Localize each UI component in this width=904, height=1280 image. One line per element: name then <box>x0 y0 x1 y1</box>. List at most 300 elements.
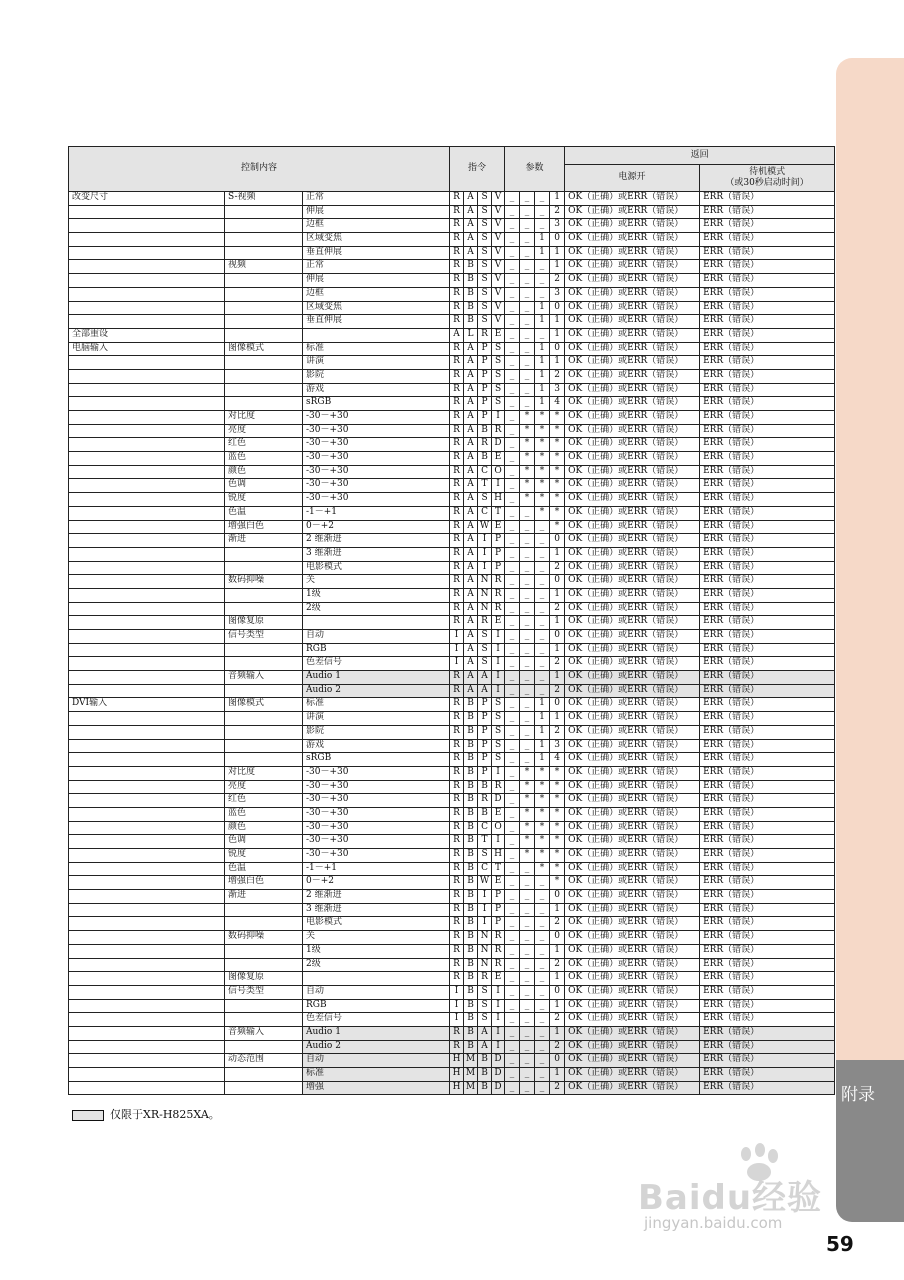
param-char-cell: _ <box>520 575 535 589</box>
command-char-cell: B <box>464 849 478 863</box>
category-cell <box>69 643 225 657</box>
item-cell <box>225 657 303 671</box>
category-cell <box>69 534 225 548</box>
setting-cell: 2级 <box>303 602 450 616</box>
command-char-cell: I <box>478 903 492 917</box>
category-cell <box>69 862 225 876</box>
category-cell: 全部重设 <box>69 328 225 342</box>
item-cell <box>225 315 303 329</box>
command-char-cell: A <box>464 233 478 247</box>
param-char-cell: * <box>520 479 535 493</box>
item-cell <box>225 739 303 753</box>
command-char-cell: A <box>464 506 478 520</box>
param-char-cell: _ <box>520 958 535 972</box>
table-row <box>69 452 835 466</box>
param-char-cell: _ <box>535 643 550 657</box>
command-char-cell: R <box>450 534 464 548</box>
param-char-cell: _ <box>505 356 520 370</box>
command-char-cell: N <box>478 602 492 616</box>
category-cell <box>69 493 225 507</box>
command-char-cell: R <box>450 369 464 383</box>
table-row <box>69 1054 835 1068</box>
param-char-cell: _ <box>520 192 535 206</box>
return-power-on-cell: OK（正确）或ERR（错误） <box>565 233 700 247</box>
table-row <box>69 575 835 589</box>
param-char-cell: * <box>520 807 535 821</box>
command-char-cell: P <box>478 383 492 397</box>
param-char-cell: * <box>535 465 550 479</box>
command-char-cell: A <box>464 493 478 507</box>
return-power-on-cell: OK（正确）或ERR（错误） <box>565 1013 700 1027</box>
command-char-cell: P <box>478 698 492 712</box>
param-char-cell: _ <box>505 219 520 233</box>
setting-cell: 1级 <box>303 944 450 958</box>
return-power-on-cell: OK（正确）或ERR（错误） <box>565 369 700 383</box>
command-char-cell: A <box>464 452 478 466</box>
param-char-cell: * <box>550 411 565 425</box>
return-standby-cell: ERR（错误） <box>700 205 835 219</box>
header-standby <box>700 165 835 192</box>
param-char-cell: _ <box>505 369 520 383</box>
param-char-cell: _ <box>535 1054 550 1068</box>
command-char-cell: R <box>450 794 464 808</box>
param-char-cell: 1 <box>550 1026 565 1040</box>
item-cell: 蓝色 <box>225 807 303 821</box>
command-char-cell: I <box>478 917 492 931</box>
command-char-cell: D <box>492 794 505 808</box>
table-row <box>69 753 835 767</box>
category-cell <box>69 602 225 616</box>
setting-cell: 边框 <box>303 287 450 301</box>
param-char-cell: _ <box>505 588 520 602</box>
param-char-cell: _ <box>535 1013 550 1027</box>
return-standby-cell: ERR（错误） <box>700 1013 835 1027</box>
table-row <box>69 383 835 397</box>
return-power-on-cell: OK（正确）或ERR（错误） <box>565 780 700 794</box>
item-cell: 红色 <box>225 794 303 808</box>
category-cell <box>69 205 225 219</box>
param-char-cell: 1 <box>535 342 550 356</box>
return-standby-cell: ERR（错误） <box>700 452 835 466</box>
setting-cell <box>303 616 450 630</box>
setting-cell: 0－+2 <box>303 520 450 534</box>
param-char-cell: _ <box>535 931 550 945</box>
command-char-cell: P <box>492 917 505 931</box>
param-char-cell: * <box>550 438 565 452</box>
command-char-cell: R <box>450 972 464 986</box>
return-power-on-cell: OK（正确）或ERR（错误） <box>565 985 700 999</box>
command-char-cell: B <box>478 780 492 794</box>
return-standby-cell: ERR（错误） <box>700 260 835 274</box>
setting-cell: 电影模式 <box>303 917 450 931</box>
item-cell: 增强白色 <box>225 876 303 890</box>
command-char-cell: M <box>464 1081 478 1095</box>
return-standby-cell: ERR（错误） <box>700 985 835 999</box>
param-char-cell: _ <box>505 917 520 931</box>
item-cell: 音频输入 <box>225 1026 303 1040</box>
return-standby-cell: ERR（错误） <box>700 657 835 671</box>
return-standby-cell: ERR（错误） <box>700 835 835 849</box>
item-cell <box>225 301 303 315</box>
table-row <box>69 356 835 370</box>
param-char-cell: _ <box>520 999 535 1013</box>
param-char-cell: _ <box>535 671 550 685</box>
command-char-cell: P <box>478 725 492 739</box>
setting-cell: Audio 1 <box>303 1026 450 1040</box>
setting-cell: 2 维渐进 <box>303 890 450 904</box>
command-char-cell: B <box>464 766 478 780</box>
command-char-cell: R <box>492 424 505 438</box>
command-char-cell: B <box>478 424 492 438</box>
category-cell <box>69 424 225 438</box>
command-char-cell: R <box>450 479 464 493</box>
item-cell: 颜色 <box>225 821 303 835</box>
command-char-cell: N <box>478 588 492 602</box>
return-power-on-cell: OK（正确）或ERR（错误） <box>565 739 700 753</box>
item-cell <box>225 547 303 561</box>
command-char-cell: P <box>478 411 492 425</box>
param-char-cell: * <box>535 780 550 794</box>
item-cell <box>225 684 303 698</box>
command-char-cell: R <box>450 1040 464 1054</box>
table-row <box>69 479 835 493</box>
param-char-cell: _ <box>505 616 520 630</box>
return-power-on-cell: OK（正确）或ERR（错误） <box>565 1081 700 1095</box>
category-cell <box>69 616 225 630</box>
setting-cell: 2 维渐进 <box>303 534 450 548</box>
item-cell: 对比度 <box>225 411 303 425</box>
table-row <box>69 205 835 219</box>
section-tab-background <box>836 58 904 1060</box>
category-cell: 改变尺寸 <box>69 192 225 206</box>
param-char-cell: 1 <box>535 369 550 383</box>
param-char-cell: * <box>535 411 550 425</box>
category-cell <box>69 1040 225 1054</box>
param-char-cell: * <box>520 835 535 849</box>
command-char-cell: R <box>450 260 464 274</box>
return-standby-cell: ERR（错误） <box>700 807 835 821</box>
table-row <box>69 712 835 726</box>
return-standby-cell: ERR（错误） <box>700 383 835 397</box>
item-cell: 对比度 <box>225 766 303 780</box>
return-power-on-cell: OK（正确）或ERR（错误） <box>565 835 700 849</box>
item-cell <box>225 383 303 397</box>
category-cell <box>69 876 225 890</box>
return-standby-cell: ERR（错误） <box>700 438 835 452</box>
param-char-cell: * <box>550 493 565 507</box>
command-char-cell: R <box>450 725 464 739</box>
command-char-cell: B <box>464 753 478 767</box>
table-row <box>69 547 835 561</box>
param-char-cell: 2 <box>550 602 565 616</box>
param-char-cell: _ <box>505 849 520 863</box>
command-char-cell: B <box>464 931 478 945</box>
item-cell: 渐进 <box>225 534 303 548</box>
setting-cell: 伸展 <box>303 205 450 219</box>
command-char-cell: S <box>478 246 492 260</box>
return-standby-cell: ERR（错误） <box>700 479 835 493</box>
return-standby-cell: ERR（错误） <box>700 342 835 356</box>
command-char-cell: B <box>464 287 478 301</box>
table-row <box>69 725 835 739</box>
param-char-cell: _ <box>505 397 520 411</box>
param-char-cell: _ <box>520 233 535 247</box>
param-char-cell: 1 <box>550 260 565 274</box>
command-char-cell: I <box>492 835 505 849</box>
param-char-cell: _ <box>505 534 520 548</box>
param-char-cell: _ <box>520 972 535 986</box>
command-char-cell: H <box>450 1068 464 1082</box>
command-char-cell: R <box>450 807 464 821</box>
setting-cell: sRGB <box>303 397 450 411</box>
param-char-cell: _ <box>505 1026 520 1040</box>
command-char-cell: I <box>492 999 505 1013</box>
param-char-cell: * <box>535 766 550 780</box>
param-char-cell: 2 <box>550 205 565 219</box>
table-row <box>69 438 835 452</box>
param-char-cell: 0 <box>550 985 565 999</box>
command-char-cell: I <box>492 985 505 999</box>
category-cell <box>69 274 225 288</box>
command-char-cell: V <box>492 192 505 206</box>
command-char-cell: S <box>492 369 505 383</box>
return-power-on-cell: OK（正确）或ERR（错误） <box>565 671 700 685</box>
command-char-cell: D <box>492 438 505 452</box>
command-char-cell: E <box>492 452 505 466</box>
return-standby-cell: ERR（错误） <box>700 712 835 726</box>
table-row <box>69 602 835 616</box>
param-char-cell: _ <box>505 383 520 397</box>
category-cell <box>69 890 225 904</box>
command-char-cell: A <box>478 1026 492 1040</box>
param-char-cell: _ <box>535 561 550 575</box>
command-char-cell: R <box>450 219 464 233</box>
command-char-cell: A <box>478 1040 492 1054</box>
command-char-cell: A <box>464 383 478 397</box>
table-row <box>69 917 835 931</box>
return-power-on-cell: OK（正确）或ERR（错误） <box>565 520 700 534</box>
param-char-cell: _ <box>520 1068 535 1082</box>
command-char-cell: B <box>464 301 478 315</box>
command-char-cell: S <box>478 260 492 274</box>
setting-cell: 色差信号 <box>303 1013 450 1027</box>
return-power-on-cell: OK（正确）或ERR（错误） <box>565 1026 700 1040</box>
param-char-cell: _ <box>520 739 535 753</box>
command-char-cell: E <box>492 616 505 630</box>
command-char-cell: T <box>478 479 492 493</box>
param-char-cell: _ <box>535 876 550 890</box>
legend-swatch <box>72 1110 104 1121</box>
command-char-cell: A <box>464 369 478 383</box>
table-row <box>69 876 835 890</box>
category-cell <box>69 657 225 671</box>
table-row <box>69 301 835 315</box>
item-cell <box>225 328 303 342</box>
param-char-cell: _ <box>520 876 535 890</box>
command-char-cell: V <box>492 205 505 219</box>
return-power-on-cell: OK（正确）或ERR（错误） <box>565 753 700 767</box>
param-char-cell: _ <box>505 862 520 876</box>
item-cell <box>225 397 303 411</box>
param-char-cell: * <box>550 794 565 808</box>
command-char-cell: S <box>478 985 492 999</box>
command-char-cell: E <box>492 876 505 890</box>
return-standby-cell: ERR（错误） <box>700 356 835 370</box>
category-cell <box>69 1068 225 1082</box>
command-char-cell: H <box>492 493 505 507</box>
command-char-cell: P <box>478 356 492 370</box>
setting-cell: -1－+1 <box>303 506 450 520</box>
param-char-cell: _ <box>505 766 520 780</box>
table-row <box>69 588 835 602</box>
param-char-cell: _ <box>505 246 520 260</box>
param-char-cell: _ <box>505 260 520 274</box>
item-cell <box>225 1040 303 1054</box>
command-char-cell: I <box>478 890 492 904</box>
command-char-cell: S <box>478 849 492 863</box>
category-cell <box>69 903 225 917</box>
category-cell <box>69 369 225 383</box>
command-char-cell: I <box>492 657 505 671</box>
command-char-cell: P <box>492 890 505 904</box>
return-standby-cell: ERR（错误） <box>700 931 835 945</box>
command-char-cell: E <box>492 807 505 821</box>
return-power-on-cell: OK（正确）或ERR（错误） <box>565 862 700 876</box>
category-cell <box>69 547 225 561</box>
command-char-cell: B <box>464 862 478 876</box>
param-char-cell: _ <box>520 397 535 411</box>
item-cell: 蓝色 <box>225 452 303 466</box>
category-cell <box>69 821 225 835</box>
command-char-cell: B <box>464 780 478 794</box>
command-char-cell: B <box>464 739 478 753</box>
return-power-on-cell: OK（正确）或ERR（错误） <box>565 643 700 657</box>
setting-cell: Audio 2 <box>303 1040 450 1054</box>
setting-cell: -30－+30 <box>303 766 450 780</box>
command-char-cell: R <box>450 287 464 301</box>
table-row <box>69 944 835 958</box>
command-char-cell: B <box>464 890 478 904</box>
param-char-cell: * <box>550 479 565 493</box>
param-char-cell: _ <box>505 903 520 917</box>
param-char-cell: * <box>550 452 565 466</box>
param-char-cell: 2 <box>550 917 565 931</box>
param-char-cell: * <box>550 780 565 794</box>
table-row <box>69 465 835 479</box>
param-char-cell: _ <box>520 561 535 575</box>
param-char-cell: _ <box>520 301 535 315</box>
param-char-cell: _ <box>520 725 535 739</box>
param-char-cell: _ <box>520 753 535 767</box>
param-char-cell: * <box>550 807 565 821</box>
table-row <box>69 684 835 698</box>
param-char-cell: 1 <box>535 712 550 726</box>
param-char-cell: 1 <box>550 547 565 561</box>
category-cell <box>69 479 225 493</box>
return-standby-cell: ERR（错误） <box>700 328 835 342</box>
param-char-cell: _ <box>505 274 520 288</box>
param-char-cell: * <box>550 876 565 890</box>
command-char-cell: R <box>450 835 464 849</box>
setting-cell: -30－+30 <box>303 780 450 794</box>
category-cell <box>69 794 225 808</box>
command-char-cell: R <box>450 424 464 438</box>
command-char-cell: B <box>464 999 478 1013</box>
return-power-on-cell: OK（正确）或ERR（错误） <box>565 301 700 315</box>
command-char-cell: S <box>478 192 492 206</box>
param-char-cell: * <box>550 821 565 835</box>
item-cell <box>225 958 303 972</box>
param-char-cell: 0 <box>550 698 565 712</box>
command-char-cell: R <box>450 301 464 315</box>
command-char-cell: B <box>464 274 478 288</box>
table-row <box>69 561 835 575</box>
command-char-cell: R <box>450 931 464 945</box>
command-char-cell: A <box>464 411 478 425</box>
command-char-cell: I <box>492 1026 505 1040</box>
command-char-cell: R <box>450 890 464 904</box>
header-power-on: 电源开 <box>565 165 700 192</box>
param-char-cell: _ <box>520 520 535 534</box>
command-char-cell: S <box>478 630 492 644</box>
item-cell <box>225 1013 303 1027</box>
command-char-cell: D <box>492 1054 505 1068</box>
header-standby-line1: 待机模式 <box>749 167 786 178</box>
param-char-cell: * <box>535 821 550 835</box>
setting-cell: 垂直伸展 <box>303 246 450 260</box>
param-char-cell: * <box>550 835 565 849</box>
return-standby-cell: ERR（错误） <box>700 944 835 958</box>
return-power-on-cell: OK（正确）或ERR（错误） <box>565 274 700 288</box>
param-char-cell: * <box>520 766 535 780</box>
command-char-cell: H <box>492 849 505 863</box>
param-char-cell: _ <box>505 301 520 315</box>
command-char-cell: I <box>492 479 505 493</box>
return-standby-cell: ERR（错误） <box>700 794 835 808</box>
command-char-cell: A <box>464 547 478 561</box>
setting-cell: -30－+30 <box>303 835 450 849</box>
param-char-cell: _ <box>535 944 550 958</box>
setting-cell: 3 维渐进 <box>303 547 450 561</box>
return-standby-cell: ERR（错误） <box>700 588 835 602</box>
param-char-cell: _ <box>520 260 535 274</box>
category-cell <box>69 917 225 931</box>
command-char-cell: B <box>464 698 478 712</box>
param-char-cell: 1 <box>535 315 550 329</box>
return-standby-cell: ERR（错误） <box>700 739 835 753</box>
command-char-cell: R <box>450 917 464 931</box>
command-char-cell: R <box>450 397 464 411</box>
category-cell <box>69 958 225 972</box>
category-cell <box>69 684 225 698</box>
param-char-cell: _ <box>535 274 550 288</box>
table-row <box>69 630 835 644</box>
command-char-cell: B <box>478 1068 492 1082</box>
table-row <box>69 342 835 356</box>
table-row <box>69 1068 835 1082</box>
command-char-cell: R <box>478 616 492 630</box>
param-char-cell: _ <box>520 903 535 917</box>
param-char-cell: _ <box>520 356 535 370</box>
param-char-cell: 1 <box>550 999 565 1013</box>
table-row <box>69 739 835 753</box>
category-cell <box>69 1026 225 1040</box>
command-char-cell: A <box>450 328 464 342</box>
param-char-cell: _ <box>520 862 535 876</box>
item-cell <box>225 561 303 575</box>
return-power-on-cell: OK（正确）或ERR（错误） <box>565 657 700 671</box>
return-standby-cell: ERR（错误） <box>700 287 835 301</box>
